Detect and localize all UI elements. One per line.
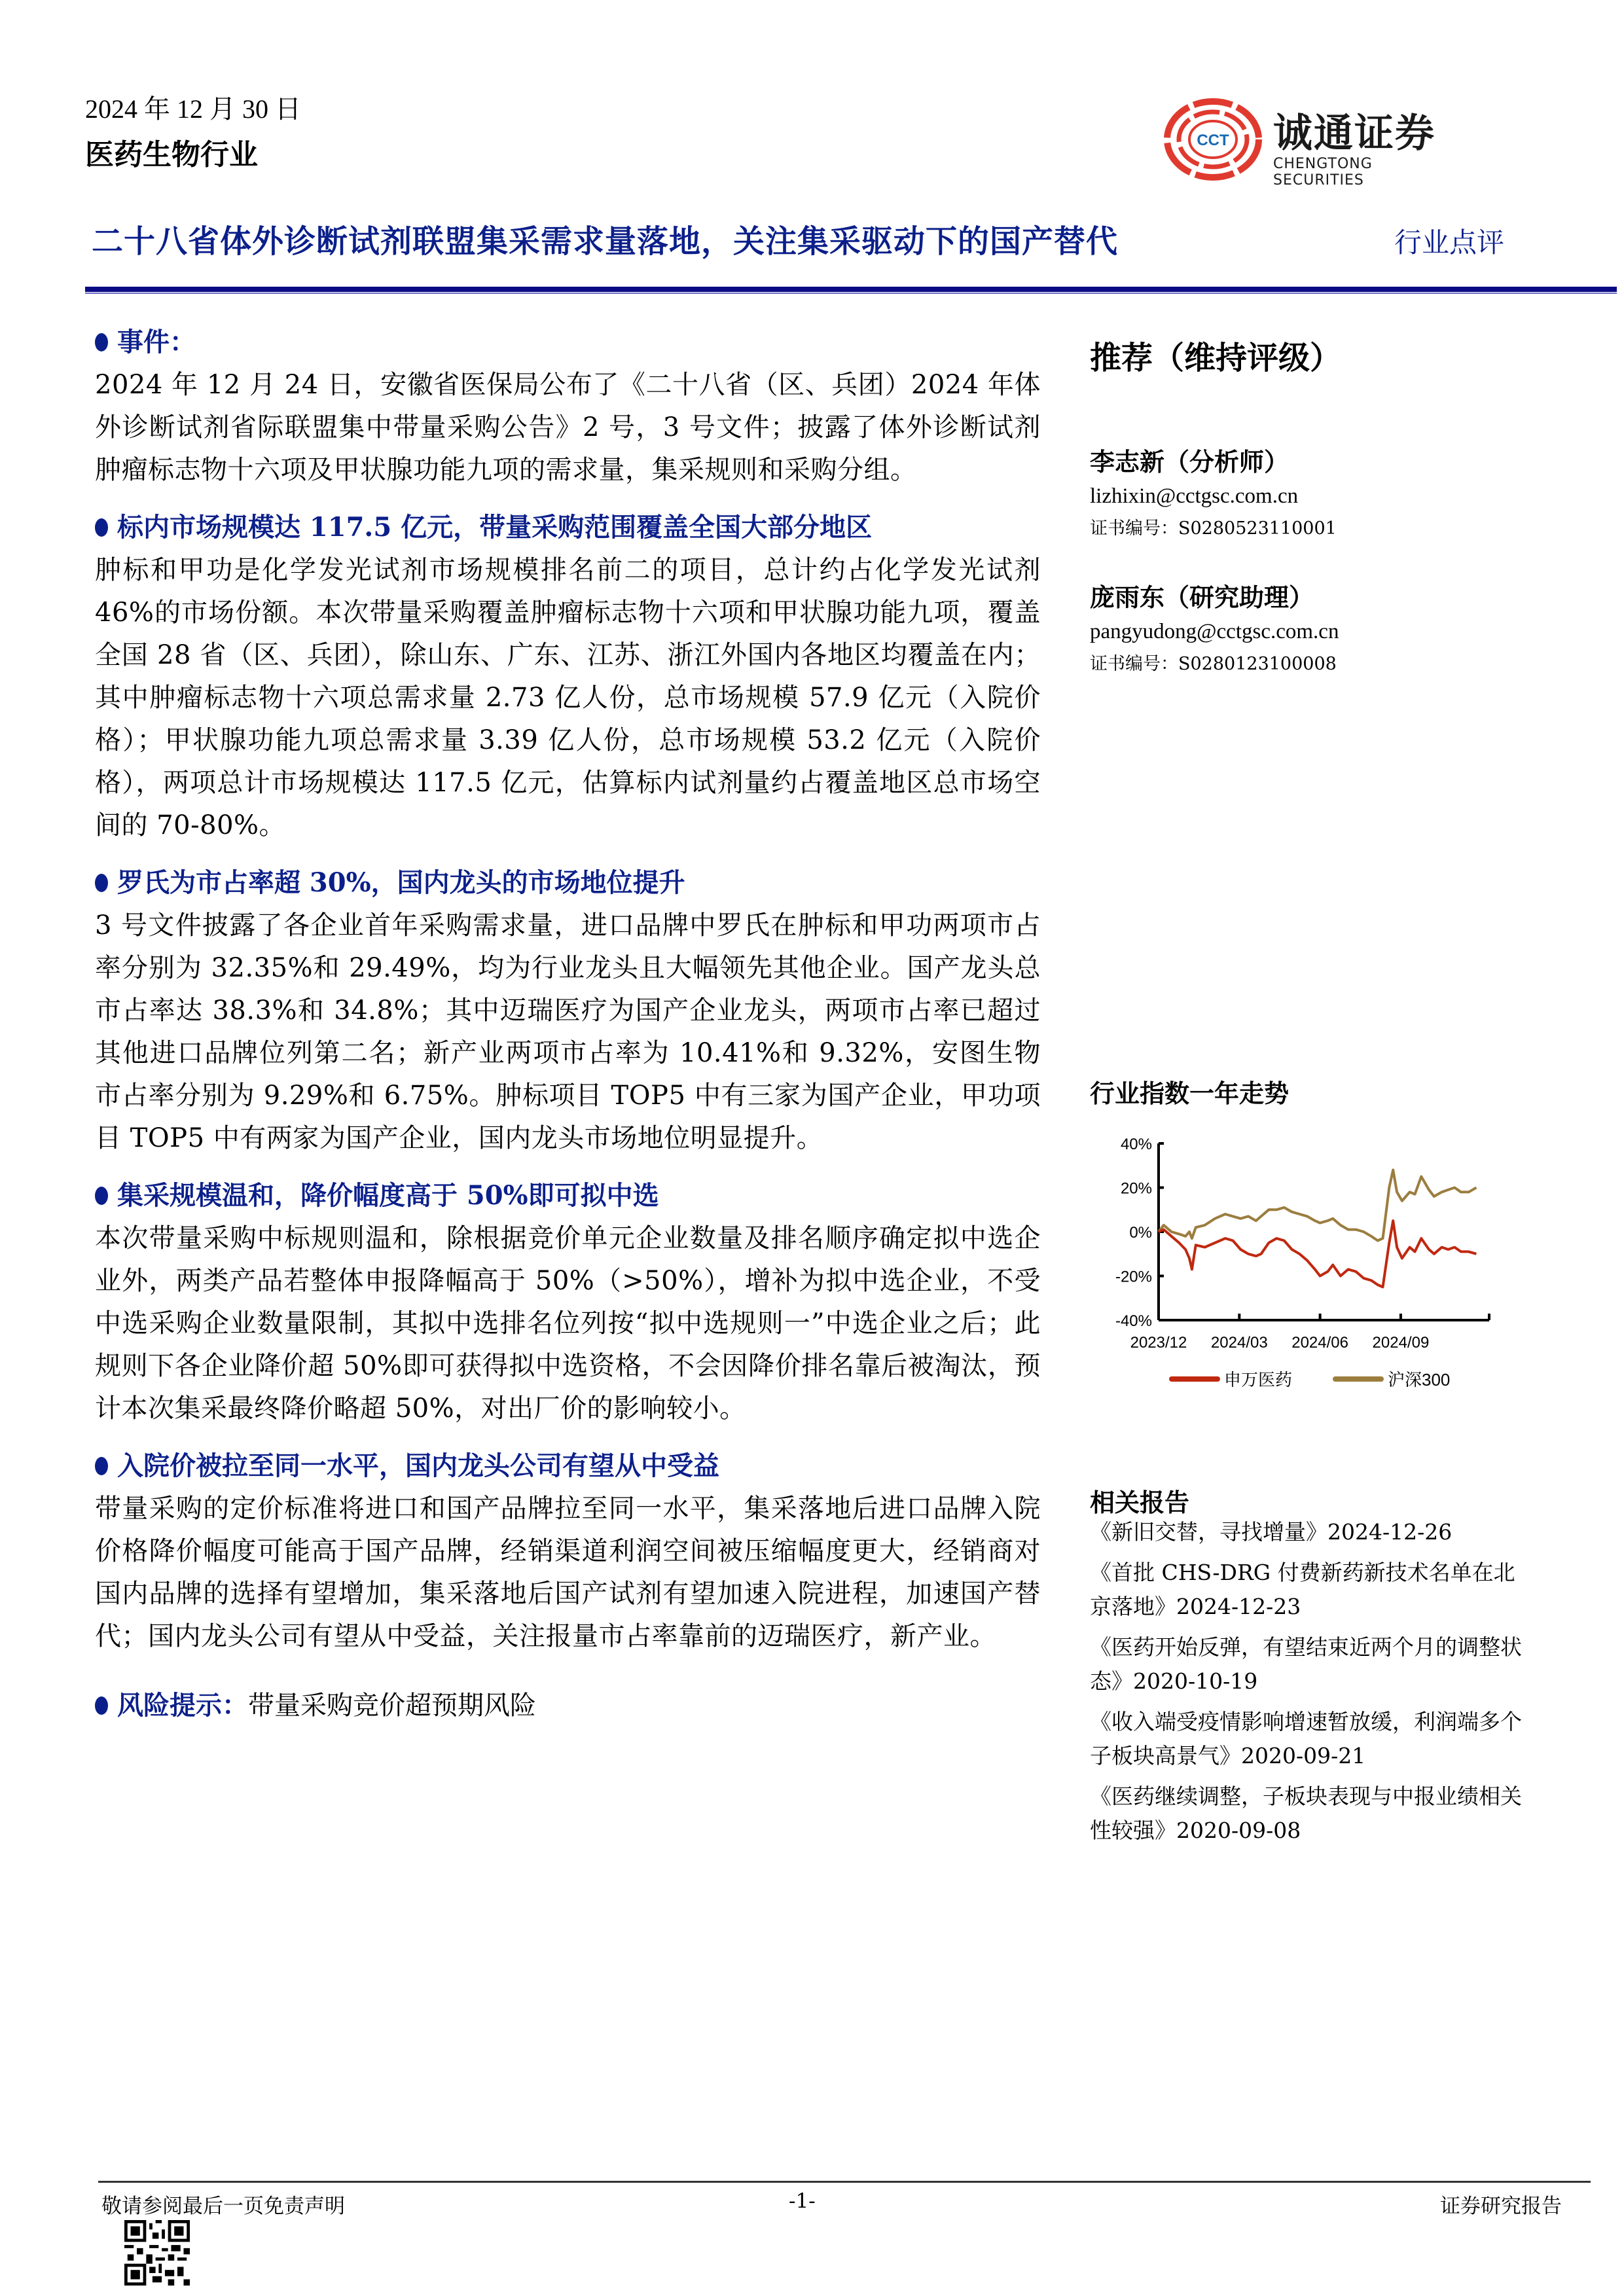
y-tick-label: 40%	[1120, 1136, 1152, 1153]
section-heading: 入院价被拉至同一水平，国内龙头公司有望从中受益	[117, 1450, 719, 1481]
y-tick-label: 20%	[1120, 1179, 1152, 1198]
related-reports-title: 相关报告	[1090, 1488, 1190, 1517]
report-title: 二十八省体外诊断试剂联盟集采需求量落地，关注集采驱动下的国产替代	[92, 223, 1119, 260]
related-report-link[interactable]: 《收入端受疫情影响增速暂放缓，利润端多个子板块高景气》2020-09-21	[1090, 1709, 1522, 1768]
company-logo	[1162, 97, 1450, 188]
section-body: 2024 年 12 月 24 日，安徽省医保局公布了《二十八省（区、兵团）2024 年体外诊断试剂省际联盟集中带量采购公告》2 号，3 号文件；披露了体外诊断试剂肿瘤标志物十六项及甲状腺功能九项的需求量，集采规则和采购分组。	[95, 370, 1041, 485]
analyst-cert: 证书编号：S0280523110001	[1090, 518, 1337, 539]
footer-report-label: 证券研究报告	[1440, 2195, 1562, 2218]
footer-disclaimer: 敬请参阅最后一页免责声明	[101, 2195, 345, 2218]
logo-name-en: CHENGTONG SECURITIES	[1273, 156, 1373, 188]
x-tick-label: 2023/12	[1130, 1334, 1187, 1352]
logo-name-cn: 诚通证券	[1273, 111, 1435, 156]
analyst-cert: 证书编号：S0280123100008	[1090, 654, 1337, 674]
section-heading: 集采规模温和，降价幅度高于 50%即可拟中选	[117, 1180, 659, 1211]
y-tick-label: -20%	[1115, 1268, 1152, 1286]
cct-logo-mark-icon	[1162, 97, 1267, 182]
section-body: 带量采购的定价标准将进口和国产品牌拉至同一水平，集采落地后进口品牌入院价格降价幅度可能高于国产品牌，经销渠道利润空间被压缩幅度更大，经销商对国内品牌的选择有望增加，集采落地后国产试剂有望加速入院进程，加速国产替代；国内龙头公司有望从中受益，关注报量市占率靠前的迈瑞医疗，新产业。	[95, 1494, 1041, 1651]
report-date: 2024 年 12 月 30 日	[85, 94, 301, 124]
section-market-share	[95, 861, 1041, 1160]
section-event	[95, 321, 1041, 492]
section-body: 肿标和甲功是化学发光试剂市场规模排名前二的项目，总计约占化学发光试剂 46%的市场份额。本次带量采购覆盖肿瘤标志物十六项和甲状腺功能九项，覆盖全国 28 省（区、兵团），除山东、广东、江苏、浙江外国内各地区均覆盖在内；其中肿瘤标志物十六项总需求量 2.73 亿人份，总市场规模 57.9 亿元（入院价格）；甲状腺功能九项总需求量 3.39 亿人份，总市场规模 53.2 亿元（入院价格），两项总计市场规模达 117.5 亿元，估算标内试剂量约占覆盖地区总市场空间的 70-80%。	[95, 555, 1041, 840]
y-tick-label: 0%	[1129, 1224, 1152, 1242]
analyst	[1090, 442, 1542, 539]
footer-divider	[98, 2181, 1591, 2183]
report-type: 行业点评	[1394, 226, 1505, 259]
section-heading: 标内市场规模达 117.5 亿元，带量采购范围覆盖全国大部分地区	[117, 512, 873, 543]
logo-mark-text: CCT	[1197, 132, 1229, 149]
section-body: 本次带量采购中标规则温和，除根据竞价单元企业数量及排名顺序确定拟中选企业外，两类产品若整体申报降幅高于 50%（>50%），增补为拟中选企业，不受中选采购企业数量限制，其拟中选排名位列按“拟中选规则一”中选企业之后；此规则下各企业降价超 50%即可获得拟中选资格，不会因降价排名靠后被淘汰，预计本次集采最终降价略超 50%，对出厂价的影响较小。	[95, 1223, 1041, 1424]
risk-text: 带量采购竞价超预期风险	[248, 1691, 536, 1721]
section-heading: 事件：	[117, 327, 196, 357]
y-tick-label: -40%	[1115, 1312, 1152, 1330]
related-report-link[interactable]: 《医药继续调整，子板块表现与中报业绩相关性较强》2020-09-08	[1090, 1784, 1522, 1843]
analyst-name: 李志新（分析师）	[1090, 447, 1290, 476]
x-tick-label: 2024/03	[1210, 1334, 1268, 1352]
index-trend-chart	[1080, 1126, 1506, 1401]
analyst	[1090, 577, 1542, 675]
page-number: -1-	[789, 2189, 816, 2213]
chart-legend	[1172, 1370, 1450, 1390]
qr-code-icon[interactable]	[124, 2220, 190, 2286]
analyst-name: 庞雨东（研究助理）	[1090, 583, 1314, 612]
industry-label: 医药生物行业	[85, 138, 258, 171]
header-divider	[85, 287, 1617, 292]
bullet-icon	[95, 1187, 108, 1205]
legend-label: 沪深300	[1388, 1370, 1451, 1390]
series-line-sw-pharma	[1159, 1221, 1476, 1287]
legend-label: 申万医药	[1224, 1370, 1293, 1390]
related-reports-list	[1090, 1515, 1535, 1854]
bullet-icon	[95, 518, 108, 537]
series-line-hs300	[1159, 1170, 1476, 1241]
bullet-icon	[95, 1457, 108, 1475]
section-pricing	[95, 1444, 1041, 1658]
section-heading: 罗氏为市占率超 30%，国内龙头的市场地位提升	[117, 867, 685, 898]
analyst-email[interactable]: pangyudong@cctgsc.com.cn	[1090, 620, 1339, 643]
header-divider-thin	[85, 293, 1617, 294]
section-risk	[95, 1684, 1041, 1727]
bullet-icon	[95, 874, 108, 892]
x-tick-label: 2024/09	[1372, 1334, 1430, 1352]
related-report-link[interactable]: 《新旧交替，寻找增量》2024-12-26	[1090, 1519, 1453, 1545]
bullet-icon	[95, 333, 108, 351]
chart-title: 行业指数一年走势	[1090, 1079, 1290, 1108]
sidebar	[1090, 321, 1542, 675]
analyst-email[interactable]: lizhixin@cctgsc.com.cn	[1090, 484, 1299, 508]
related-report-link[interactable]: 《首批 CHS-DRG 付费新药新技术名单在北京落地》2024-12-23	[1090, 1560, 1515, 1619]
main-content	[95, 321, 1041, 1742]
risk-heading: 风险提示：	[117, 1690, 248, 1721]
related-report-link[interactable]: 《医药开始反弹，有望结束近两个月的调整状态》2020-10-19	[1090, 1634, 1522, 1694]
section-market-size	[95, 506, 1041, 847]
rating: 推荐（维持评级）	[1090, 340, 1342, 376]
bullet-icon	[95, 1696, 108, 1715]
section-body: 3 号文件披露了各企业首年采购需求量，进口品牌中罗氏在肿标和甲功两项市占率分别为 32.35%和 29.49%，均为行业龙头且大幅领先其他企业。国产龙头总市占率达 38.3%和 34.8%；其中迈瑞医疗为国产企业龙头，两项市占率已超过其他进口品牌位列第二名；新产业两项市占率为 10.41%和 9.32%，安图生物市占率分别为 9.29%和 6.75%。肿标项目 TOP5 中有三家为国产企业，甲功项目 TOP5 中有两家为国产企业，国内龙头市场地位明显提升。	[95, 910, 1041, 1153]
section-rules	[95, 1174, 1041, 1430]
x-tick-label: 2024/06	[1291, 1334, 1349, 1352]
